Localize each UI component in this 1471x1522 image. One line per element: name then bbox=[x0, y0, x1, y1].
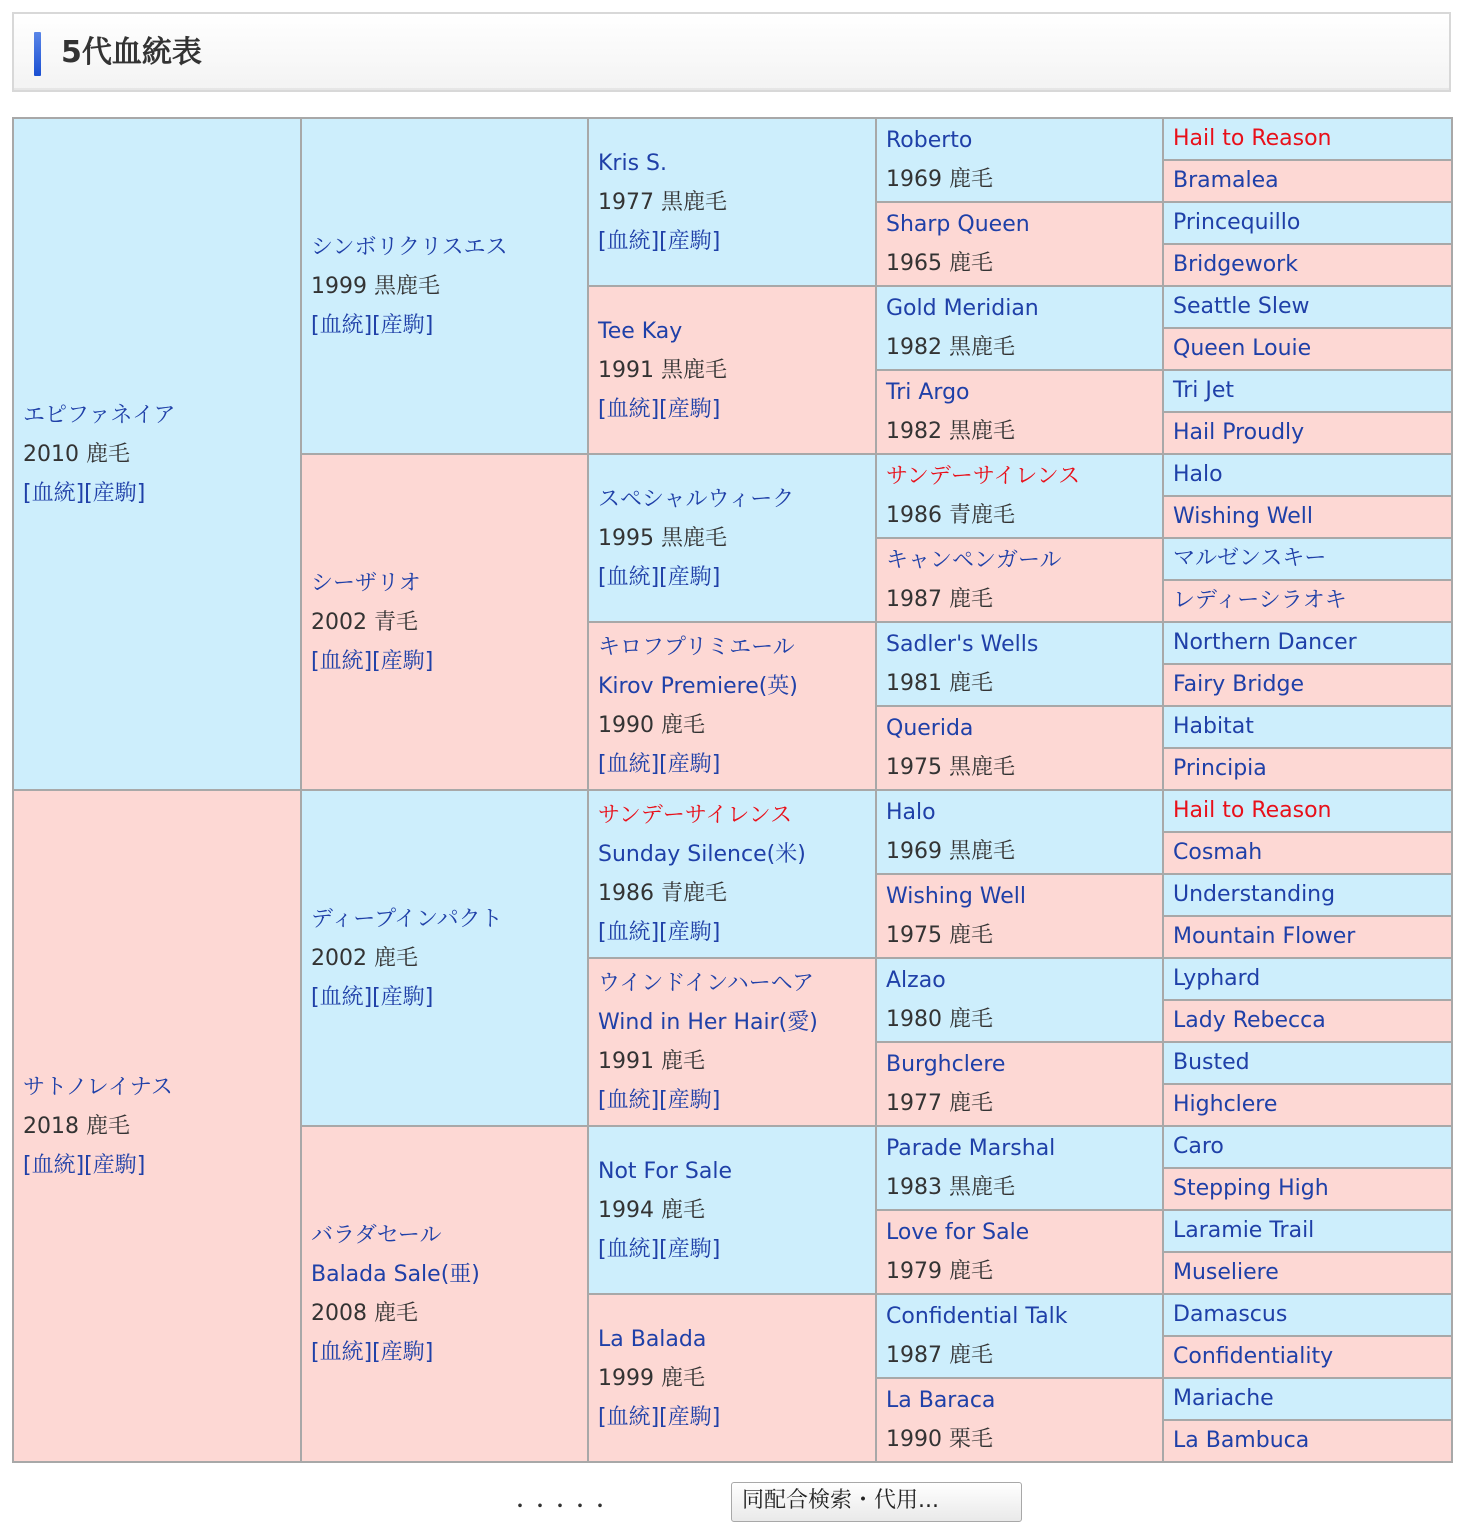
page-title: 5代血統表 bbox=[61, 35, 202, 70]
gen5-horse-cell bbox=[1163, 202, 1452, 244]
horse-english-name-link[interactable]: Kirov Premiere(英) bbox=[598, 674, 798, 699]
gen4-horse-cell bbox=[876, 1378, 1163, 1462]
gen4-horse-cell bbox=[876, 1126, 1163, 1210]
progeny-link[interactable]: [産駒] bbox=[372, 312, 434, 338]
horse-name-link[interactable]: Not For Sale bbox=[598, 1158, 732, 1184]
gen4-horse-cell bbox=[876, 538, 1163, 622]
pedigree-row bbox=[13, 790, 1452, 832]
horse-name-link[interactable]: Lyphard bbox=[1173, 966, 1261, 991]
gen5-horse-cell bbox=[1163, 538, 1452, 580]
progeny-link[interactable]: [産駒] bbox=[659, 564, 721, 590]
horse-birth-year-color: 1977 鹿毛 bbox=[886, 1091, 993, 1116]
horse-links bbox=[311, 642, 578, 681]
horse-name-link[interactable]: エピファネイア bbox=[23, 402, 176, 428]
horse-name-link[interactable]: Hail to Reason bbox=[1173, 126, 1332, 151]
pedigree-link[interactable]: [血統] bbox=[598, 752, 660, 777]
horse-birth-year-color: 1979 鹿毛 bbox=[886, 1259, 993, 1284]
gen4-horse-cell bbox=[876, 790, 1163, 874]
pedigree-link[interactable]: [血統] bbox=[598, 396, 660, 422]
horse-birth-year-color: 1977 黒鹿毛 bbox=[598, 189, 727, 215]
gen5-horse-cell bbox=[1163, 118, 1452, 160]
horse-birth-year-color: 1983 黒鹿毛 bbox=[886, 1175, 1015, 1200]
horse-name-link[interactable]: Confidential Talk bbox=[886, 1304, 1068, 1329]
horse-birth-year-color: 1987 鹿毛 bbox=[886, 587, 993, 612]
horse-name-link[interactable]: Sharp Queen bbox=[886, 212, 1030, 237]
gen5-horse-cell bbox=[1163, 916, 1452, 958]
horse-name-link[interactable]: Seattle Slew bbox=[1173, 294, 1310, 319]
progeny-link[interactable]: [産駒] bbox=[659, 1236, 721, 1262]
horse-name-link[interactable]: Caro bbox=[1173, 1134, 1224, 1159]
progeny-link[interactable]: [産駒] bbox=[372, 1340, 434, 1365]
gen4-horse-cell bbox=[876, 202, 1163, 286]
horse-name-link[interactable]: Fairy Bridge bbox=[1173, 672, 1305, 697]
horse-birth-year-color: 1982 黒鹿毛 bbox=[886, 335, 1015, 360]
gen5-horse-cell bbox=[1163, 412, 1452, 454]
gen5-horse-cell bbox=[1163, 1042, 1452, 1084]
horse-name-link[interactable]: Bridgework bbox=[1173, 252, 1298, 277]
horse-birth-year-color: 1969 黒鹿毛 bbox=[886, 839, 1015, 864]
gen5-horse-cell bbox=[1163, 244, 1452, 286]
horse-name-link[interactable]: Habitat bbox=[1173, 714, 1254, 739]
pedigree-link[interactable]: [血統] bbox=[598, 1236, 660, 1262]
gen5-horse-cell bbox=[1163, 1084, 1452, 1126]
horse-name-link[interactable]: Laramie Trail bbox=[1173, 1218, 1315, 1243]
pedigree-title-box bbox=[12, 12, 1451, 92]
gen5-horse-cell bbox=[1163, 160, 1452, 202]
horse-birth-year-color: 1994 鹿毛 bbox=[598, 1197, 705, 1223]
pedigree-link[interactable]: [血統] bbox=[311, 984, 373, 1010]
horse-name-link[interactable]: Halo bbox=[886, 800, 936, 825]
gen2-horse-cell bbox=[301, 1126, 588, 1462]
gen4-horse-cell bbox=[876, 118, 1163, 202]
gen4-horse-cell bbox=[876, 370, 1163, 454]
horse-birth-year-color: 2010 鹿毛 bbox=[23, 441, 130, 467]
horse-english-name-link[interactable]: Balada Sale(亜) bbox=[311, 1262, 480, 1287]
horse-name-link[interactable]: Bramalea bbox=[1173, 168, 1279, 193]
gen3-horse-cell bbox=[588, 1126, 876, 1294]
horse-name-link[interactable]: サンデーサイレンス bbox=[598, 803, 793, 828]
gen5-horse-cell bbox=[1163, 1420, 1452, 1462]
pedigree-link[interactable]: [血統] bbox=[598, 564, 660, 590]
horse-name-link[interactable]: La Bambuca bbox=[1173, 1428, 1310, 1453]
horse-name-link[interactable]: キロフプリミエール bbox=[598, 635, 795, 660]
horse-name-link[interactable]: Hail to Reason bbox=[1173, 798, 1332, 823]
gen4-horse-cell bbox=[876, 1210, 1163, 1294]
pedigree-link[interactable]: [血統] bbox=[598, 228, 660, 254]
progeny-link[interactable]: [産駒] bbox=[659, 228, 721, 254]
gen5-horse-cell bbox=[1163, 748, 1452, 790]
horse-name-link[interactable]: La Balada bbox=[598, 1326, 707, 1352]
horse-name-link[interactable]: Tri Jet bbox=[1173, 378, 1235, 403]
progeny-link[interactable]: [産駒] bbox=[84, 1152, 146, 1178]
gen4-horse-cell bbox=[876, 874, 1163, 958]
pedigree-link[interactable]: [血統] bbox=[598, 1404, 660, 1430]
horse-name-link[interactable]: Wishing Well bbox=[886, 884, 1027, 909]
horse-name-link[interactable]: サンデーサイレンス bbox=[886, 464, 1081, 489]
horse-name-link[interactable]: Princequillo bbox=[1173, 210, 1301, 235]
horse-name-link[interactable]: Confidentiality bbox=[1173, 1344, 1334, 1369]
horse-links bbox=[598, 390, 866, 429]
gen1-horse-cell bbox=[13, 118, 301, 790]
gen4-horse-cell bbox=[876, 706, 1163, 790]
gen5-horse-cell bbox=[1163, 1168, 1452, 1210]
gen4-horse-cell bbox=[876, 454, 1163, 538]
horse-name-link[interactable]: レディーシラオキ bbox=[1173, 588, 1347, 613]
horse-name-link[interactable]: Museliere bbox=[1173, 1260, 1279, 1285]
horse-links bbox=[598, 558, 866, 597]
horse-birth-year-color: 1999 鹿毛 bbox=[598, 1365, 705, 1391]
horse-links bbox=[598, 1230, 866, 1269]
horse-name-link[interactable]: Gold Meridian bbox=[886, 296, 1039, 321]
horse-links bbox=[598, 913, 866, 952]
progeny-link[interactable]: [産駒] bbox=[84, 480, 146, 506]
horse-name-link[interactable]: Cosmah bbox=[1173, 840, 1263, 865]
progeny-link[interactable]: [産駒] bbox=[659, 1404, 721, 1430]
horse-links bbox=[23, 1146, 291, 1185]
horse-birth-year-color: 1999 黒鹿毛 bbox=[311, 273, 440, 299]
gen5-horse-cell bbox=[1163, 454, 1452, 496]
horse-name-link[interactable]: Northern Dancer bbox=[1173, 630, 1357, 655]
horse-name-link[interactable]: Highclere bbox=[1173, 1092, 1278, 1117]
gen2-horse-cell bbox=[301, 454, 588, 790]
horse-links bbox=[598, 745, 866, 784]
horse-name-link[interactable]: La Baraca bbox=[886, 1388, 996, 1413]
gen4-horse-cell bbox=[876, 958, 1163, 1042]
horse-links bbox=[311, 1333, 578, 1372]
horse-name-link[interactable]: Busted bbox=[1173, 1050, 1250, 1075]
horse-name-link[interactable]: Hail Proudly bbox=[1173, 420, 1305, 445]
horse-english-name-link[interactable]: Wind in Her Hair(愛) bbox=[598, 1010, 818, 1035]
horse-name-link[interactable]: サトノレイナス bbox=[23, 1074, 173, 1100]
horse-birth-year-color: 2002 青毛 bbox=[311, 609, 418, 635]
horse-links bbox=[598, 1398, 866, 1437]
gen3-horse-cell bbox=[588, 958, 876, 1126]
similar-mating-search-button[interactable]: 同配合検索・代用... bbox=[731, 1482, 1022, 1522]
horse-name-link[interactable]: Love for Sale bbox=[886, 1220, 1030, 1245]
horse-birth-year-color: 1990 栗毛 bbox=[886, 1427, 993, 1452]
horse-name-link[interactable]: ディープインパクト bbox=[311, 906, 503, 932]
horse-name-link[interactable]: Principia bbox=[1173, 756, 1267, 781]
pedigree-link[interactable]: [血統] bbox=[598, 1088, 660, 1113]
gen5-horse-cell bbox=[1163, 622, 1452, 664]
horse-birth-year-color: 1965 鹿毛 bbox=[886, 251, 993, 276]
progeny-link[interactable]: [産駒] bbox=[659, 1088, 721, 1113]
gen3-horse-cell bbox=[588, 622, 876, 790]
pedigree-link[interactable]: [血統] bbox=[311, 648, 373, 674]
horse-name-link[interactable]: シーザリオ bbox=[311, 570, 421, 596]
gen5-horse-cell bbox=[1163, 706, 1452, 748]
progeny-link[interactable]: [産駒] bbox=[372, 984, 434, 1010]
horse-name-link[interactable]: Tee Kay bbox=[598, 318, 683, 344]
gen3-horse-cell bbox=[588, 118, 876, 286]
horse-links bbox=[23, 474, 291, 513]
horse-birth-year-color: 1990 鹿毛 bbox=[598, 713, 705, 738]
horse-name-link[interactable]: Stepping High bbox=[1173, 1176, 1329, 1201]
horse-name-link[interactable]: Burghclere bbox=[886, 1052, 1006, 1077]
horse-name-link[interactable]: Roberto bbox=[886, 128, 973, 153]
horse-name-link[interactable]: スペシャルウィーク bbox=[598, 486, 795, 512]
gen5-horse-cell bbox=[1163, 958, 1452, 1000]
horse-name-link[interactable]: マルゼンスキー bbox=[1173, 546, 1327, 571]
progeny-link[interactable]: [産駒] bbox=[659, 396, 721, 422]
horse-birth-year-color: 2018 鹿毛 bbox=[23, 1113, 130, 1139]
gen5-horse-cell bbox=[1163, 1252, 1452, 1294]
gen4-horse-cell bbox=[876, 622, 1163, 706]
horse-links bbox=[311, 306, 578, 345]
horse-name-link[interactable]: Lady Rebecca bbox=[1173, 1008, 1326, 1033]
pedigree-link[interactable]: [血統] bbox=[311, 1340, 373, 1365]
horse-birth-year-color: 1982 黒鹿毛 bbox=[886, 419, 1015, 444]
gen4-horse-cell bbox=[876, 286, 1163, 370]
pedigree-link[interactable]: [血統] bbox=[598, 920, 660, 945]
gen5-horse-cell bbox=[1163, 1210, 1452, 1252]
gen5-horse-cell bbox=[1163, 874, 1452, 916]
title-accent-bar bbox=[34, 32, 41, 76]
gen5-horse-cell bbox=[1163, 832, 1452, 874]
horse-birth-year-color: 1980 鹿毛 bbox=[886, 1007, 993, 1032]
horse-name-link[interactable]: Alzao bbox=[886, 968, 946, 993]
gen1-horse-cell bbox=[13, 790, 301, 1462]
horse-name-link[interactable]: Damascus bbox=[1173, 1302, 1288, 1327]
pedigree-link[interactable]: [血統] bbox=[311, 312, 373, 338]
horse-links bbox=[598, 222, 866, 261]
gen5-horse-cell bbox=[1163, 328, 1452, 370]
horse-name-link[interactable]: Tri Argo bbox=[886, 380, 970, 405]
horse-links bbox=[311, 978, 578, 1017]
horse-birth-year-color: 1975 鹿毛 bbox=[886, 923, 993, 948]
horse-name-link[interactable]: Sadler's Wells bbox=[886, 632, 1039, 657]
progeny-link[interactable]: [産駒] bbox=[659, 752, 721, 777]
gen2-horse-cell bbox=[301, 118, 588, 454]
gen3-horse-cell bbox=[588, 286, 876, 454]
gen5-horse-cell bbox=[1163, 1378, 1452, 1420]
horse-name-link[interactable]: Wishing Well bbox=[1173, 504, 1314, 529]
pedigree-row bbox=[13, 118, 1452, 160]
horse-birth-year-color: 1991 鹿毛 bbox=[598, 1049, 705, 1074]
horse-english-name-link[interactable]: Sunday Silence(米) bbox=[598, 842, 806, 867]
horse-birth-year-color: 1986 青鹿毛 bbox=[598, 881, 727, 906]
gen4-horse-cell bbox=[876, 1042, 1163, 1126]
horse-name-link[interactable]: Understanding bbox=[1173, 882, 1336, 907]
horse-birth-year-color: 1969 鹿毛 bbox=[886, 167, 993, 192]
gen2-horse-cell bbox=[301, 790, 588, 1126]
gen5-horse-cell bbox=[1163, 664, 1452, 706]
horse-name-link[interactable]: Halo bbox=[1173, 462, 1223, 487]
horse-name-link[interactable]: シンボリクリスエス bbox=[311, 234, 508, 260]
gen5-horse-cell bbox=[1163, 286, 1452, 328]
progeny-link[interactable]: [産駒] bbox=[659, 920, 721, 945]
pedigree-table bbox=[12, 117, 1453, 1463]
horse-birth-year-color: 2008 鹿毛 bbox=[311, 1301, 418, 1326]
pedigree-link[interactable]: [血統] bbox=[23, 1152, 85, 1178]
horse-birth-year-color: 1986 青鹿毛 bbox=[886, 503, 1015, 528]
gen5-horse-cell bbox=[1163, 1294, 1452, 1336]
gen3-horse-cell bbox=[588, 790, 876, 958]
gen5-horse-cell bbox=[1163, 370, 1452, 412]
footer-partial-text: ・・・・・ bbox=[510, 1494, 610, 1518]
progeny-link[interactable]: [産駒] bbox=[372, 648, 434, 674]
gen5-horse-cell bbox=[1163, 1000, 1452, 1042]
gen4-horse-cell bbox=[876, 1294, 1163, 1378]
horse-birth-year-color: 1987 鹿毛 bbox=[886, 1343, 993, 1368]
horse-name-link[interactable]: Mountain Flower bbox=[1173, 924, 1356, 949]
horse-name-link[interactable]: Queen Louie bbox=[1173, 336, 1312, 361]
horse-birth-year-color: 1981 鹿毛 bbox=[886, 671, 993, 696]
gen5-horse-cell bbox=[1163, 790, 1452, 832]
horse-birth-year-color: 2002 鹿毛 bbox=[311, 945, 418, 971]
gen3-horse-cell bbox=[588, 1294, 876, 1462]
horse-birth-year-color: 1975 黒鹿毛 bbox=[886, 755, 1015, 780]
horse-birth-year-color: 1991 黒鹿毛 bbox=[598, 357, 727, 383]
horse-name-link[interactable]: Parade Marshal bbox=[886, 1136, 1056, 1161]
horse-name-link[interactable]: ウインドインハーヘア bbox=[598, 971, 815, 996]
horse-birth-year-color: 1995 黒鹿毛 bbox=[598, 525, 727, 551]
gen5-horse-cell bbox=[1163, 580, 1452, 622]
gen3-horse-cell bbox=[588, 454, 876, 622]
horse-name-link[interactable]: Kris S. bbox=[598, 150, 667, 176]
horse-name-link[interactable]: Mariache bbox=[1173, 1386, 1274, 1411]
gen5-horse-cell bbox=[1163, 496, 1452, 538]
horse-name-link[interactable]: キャンペンガール bbox=[886, 548, 1062, 573]
horse-links bbox=[598, 1081, 866, 1120]
horse-name-link[interactable]: バラダセール bbox=[311, 1223, 442, 1248]
gen5-horse-cell bbox=[1163, 1336, 1452, 1378]
horse-name-link[interactable]: Querida bbox=[886, 716, 974, 741]
pedigree-link[interactable]: [血統] bbox=[23, 480, 85, 506]
gen5-horse-cell bbox=[1163, 1126, 1452, 1168]
